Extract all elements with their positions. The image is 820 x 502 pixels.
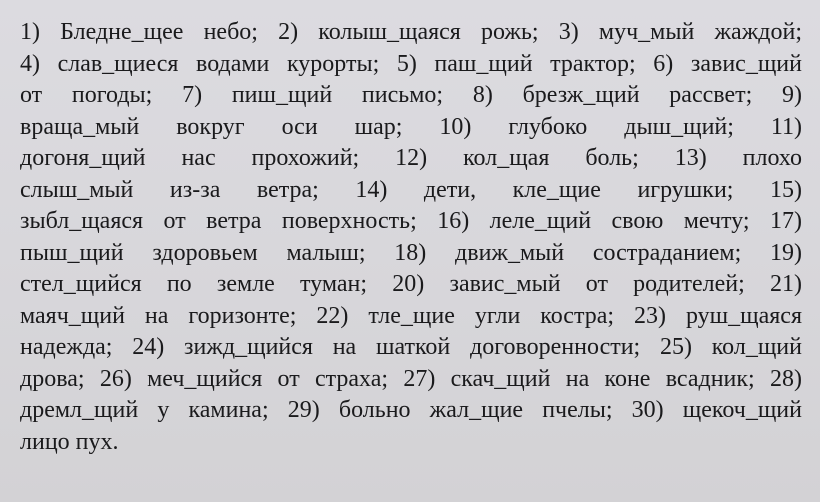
text-line: от погоды; 7) пиш_щий письмо; 8) брезж_щий рассвет; 9)	[20, 82, 802, 108]
text-line: надежда; 24) зижд_щийся на шаткой договоренности; 25) кол_щий	[20, 334, 802, 360]
exercise-text	[20, 17, 802, 458]
text-line: зыбл_щаяся от ветра поверхность; 16) леле_щий свою мечту; 17)	[20, 208, 802, 234]
text-line: 1) Бледне_щее небо; 2) колыш_щаяся рожь; 3) муч_мый жаждой;	[20, 19, 802, 45]
text-line: стел_щийся по земле туман; 20) завис_мый от родителей; 21)	[20, 271, 802, 297]
text-line: маяч_щий на горизонте; 22) тле_щие угли костра; 23) руш_щаяся	[20, 302, 802, 329]
text-line: дремл_щий у камина; 29) больно жал_щие пчелы; 30) щекоч_щий	[20, 397, 802, 423]
text-line: лицо пух.	[20, 428, 119, 455]
text-line: дрова; 26) меч_щийся от страха; 27) скач_щий на коне всадник; 28)	[20, 365, 802, 392]
text-line: пыш_щий здоровьем малыш; 18) движ_мый состраданием; 19)	[20, 239, 802, 266]
text-line: враща_мый вокруг оси шар; 10) глубоко дыш_щий; 11)	[20, 113, 802, 140]
text-line: догоня_щий нас прохожий; 12) кол_щая боль; 13) плохо	[20, 145, 802, 171]
text-line: 4) слав_щиеся водами курорты; 5) паш_щий трактор; 6) завис_щий	[20, 50, 802, 77]
text-line: слыш_мый из-за ветра; 14) дети, кле_щие игрушки; 15)	[20, 176, 802, 203]
